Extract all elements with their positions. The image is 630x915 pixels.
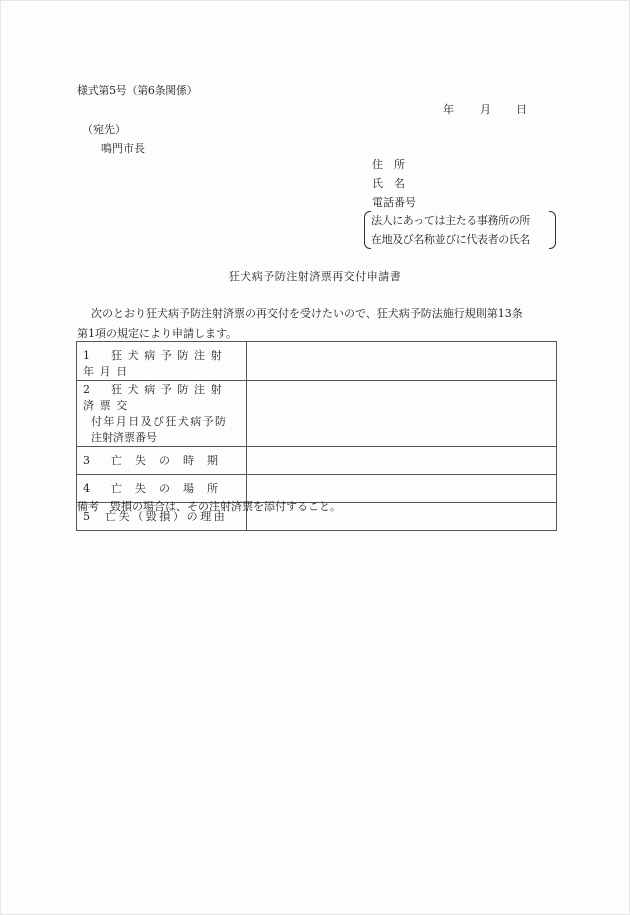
table-row bbox=[77, 342, 557, 381]
body-line-1: 次のとおり狂犬病予防注射済票の再交付を受けたいので、狂犬病予防法施行規則第13条 bbox=[91, 307, 523, 320]
row-label-line2: 付年月日及び狂犬病予防 bbox=[91, 415, 228, 428]
body-line-2: 第1項の規定により申請します。 bbox=[77, 327, 238, 340]
loss-place-field[interactable] bbox=[247, 475, 557, 503]
month-label: 月 bbox=[480, 103, 491, 116]
row-label: 亡失の時期 bbox=[111, 454, 231, 467]
loss-time-field[interactable] bbox=[247, 447, 557, 475]
table-row bbox=[77, 447, 557, 475]
row-number: 2 bbox=[83, 383, 90, 396]
name-label: 氏 名 bbox=[372, 177, 405, 190]
tag-issue-date-number-field[interactable] bbox=[247, 381, 557, 447]
row-number: 1 bbox=[83, 349, 90, 362]
phone-label: 電話番号 bbox=[372, 196, 416, 209]
corporate-note-line2: 在地及び名称並びに代表者の氏名 bbox=[371, 233, 530, 246]
injection-date-field[interactable] bbox=[247, 342, 557, 381]
row-number: 4 bbox=[83, 482, 90, 495]
address-label: 住 所 bbox=[372, 158, 405, 171]
row-label-line3: 注射済票番号 bbox=[91, 431, 157, 444]
corporate-note-line1: 法人にあっては主たる事務所の所 bbox=[371, 214, 530, 227]
left-bracket bbox=[364, 211, 371, 249]
notes: 備考 毀損の場合は、その注射済票を添付すること。 bbox=[77, 500, 341, 513]
corporate-note bbox=[364, 211, 556, 249]
row-label: 狂犬病予防注射年月日 bbox=[83, 349, 228, 378]
addressee: 鳴門市長 bbox=[101, 142, 145, 155]
table-row bbox=[77, 475, 557, 503]
row-label: 亡失の場所 bbox=[111, 482, 231, 495]
day-label: 日 bbox=[516, 103, 527, 116]
body-text bbox=[77, 304, 557, 344]
addressee-label: （宛先） bbox=[82, 123, 126, 136]
document-title: 狂犬病予防注射済票再交付申請書 bbox=[228, 270, 402, 283]
form-number: 様式第5号（第6条関係） bbox=[77, 84, 198, 97]
row-number: 5 bbox=[83, 510, 90, 523]
row-label-line1: 狂犬病予防注射済票交 bbox=[83, 383, 228, 412]
year-label: 年 bbox=[443, 103, 454, 116]
table-row bbox=[77, 381, 557, 447]
row-label: 亡失（毀損）の理由 bbox=[105, 510, 228, 523]
row-number: 3 bbox=[83, 454, 90, 467]
right-bracket bbox=[549, 211, 556, 249]
